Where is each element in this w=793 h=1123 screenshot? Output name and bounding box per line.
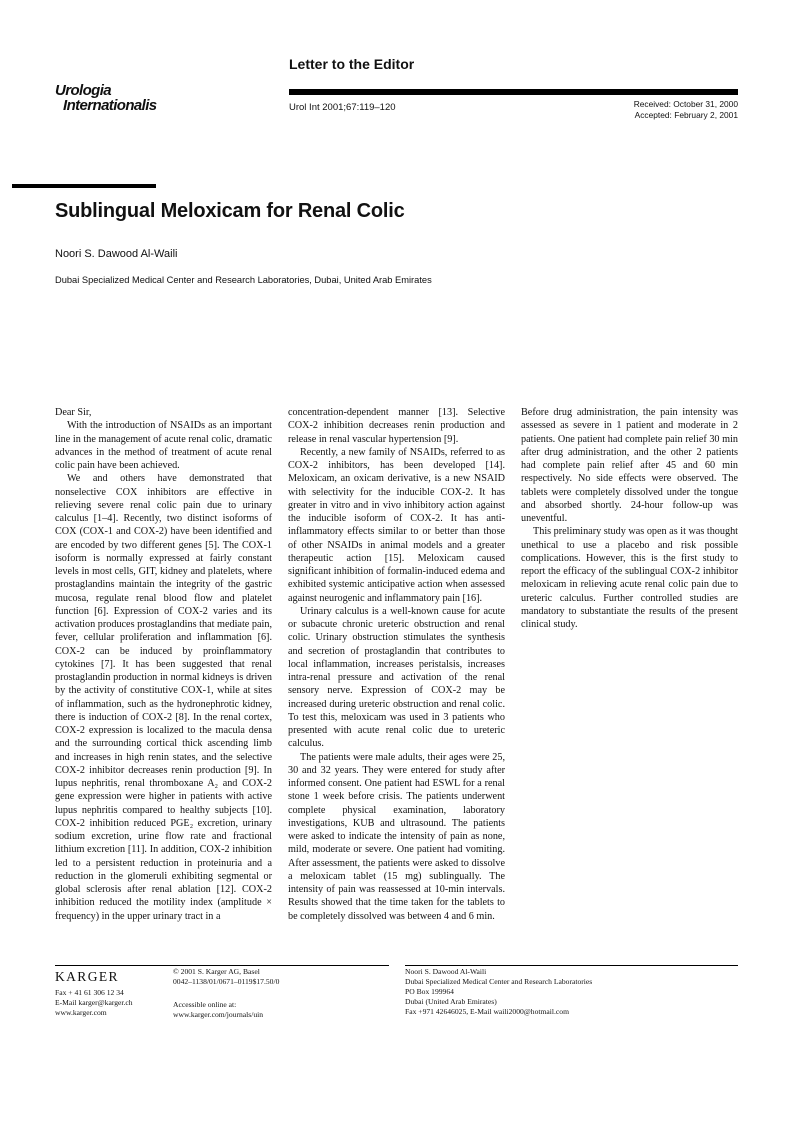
online-access bbox=[173, 1000, 263, 1020]
author-affiliation: Dubai Specialized Medical Center and Research Laboratories, Dubai, United Arab Emirates bbox=[55, 275, 432, 285]
online-url: www.karger.com/journals/uin bbox=[173, 1010, 264, 1019]
publisher-web: www.karger.com bbox=[55, 1008, 107, 1017]
publisher-fax: Fax + 41 61 306 12 34 bbox=[55, 988, 124, 997]
header-rule bbox=[289, 89, 738, 95]
address-city: Dubai (United Arab Emirates) bbox=[405, 997, 497, 1006]
copyright-block bbox=[173, 967, 279, 987]
paragraph-4: Urinary calculus is a well-known cause for acute or subacute chronic ureteric obstruction and renal colic. Urinary obstruction stimulates the synthesis and secretion of prostaglandin that contributes to local inflammation, increases peristalsis, increases intra-renal pressure and activation of the renal sensory nerve. Expression of COX-2 may be increased during ureteric obstruction and renal colic. To test this, meloxicam was used in 3 patients who presented with acute renal colic due to ureteric calculus. bbox=[288, 605, 505, 750]
paragraph-3: Recently, a new family of NSAIDs, referred to as COX-2 inhibitors, has been developed [14]. Meloxicam, an oxicam derivative, is a new NSAID with selectivity for the inducible COX-2. It has greater in vitro and in vivo inhibitory action against the inducible isoform of COX-2. It has anti-inflammatory effects similar to or better than those of other NSAIDs in animal models and a greater therapeutic action [15]. Meloxicam caused significant inhibition of formalin-induced edema and exhibited systemic anticipative action when assessed against neurogenic and inflammatory pain [16]. bbox=[288, 446, 505, 604]
address-po-box: PO Box 199964 bbox=[405, 987, 454, 996]
body-column-2 bbox=[288, 406, 505, 923]
correspondence-address bbox=[405, 967, 592, 1017]
body-column-3 bbox=[521, 406, 738, 631]
address-contact: Fax +971 42646025, E-Mail waili2000@hotmail.com bbox=[405, 1007, 569, 1016]
issn: 0042–1138/01/0671–0119$17.50/0 bbox=[173, 977, 280, 986]
citation: Urol Int 2001;67:119–120 bbox=[289, 102, 396, 113]
address-name: Noori S. Dawood Al-Waili bbox=[405, 967, 487, 976]
paragraph-2: We and others have demonstrated that nonselective COX inhibitors are effective in relieving severe renal colic pain due to urinary calculus [1–4]. Recently, two distinct isoforms of COX (COX-1 and COX-2) have been identified and are encoded by two different genes [5]. The COX-1 isoform is normally expressed at fairly constant levels in most cells, GIT, kidney and platelets, where prostaglandins maintain the integrity of the gastric mucosa, regulate renal blood flow and platelet function [6]. Expression of COX-2 varies and its activation produces prostaglandins that mediate pain, fever, cellular proliferation and inflammation [6]. COX-2 can be induced by proinflammatory cytokines [7]. It has been suggested that renal prostaglandin production in normal kidneys is driven by the activity of constitutive COX-1, while at sites of inflammation, such as the hydronephrotic kidney, there is induction of COX-2 [8]. In the renal cortex, COX-2 expression is localized to the macula densa and the surrounding cortical thick ascending limb and increases in high renin states, and the selective COX-2 inhibitor decreases renin production [9]. In lupus nephritis, renal thromboxane A₂ and COX-2 gene expression were higher in patients with active lupus nephritis compared to healthy subjects [10]. COX-2 inhibition reduced PGE₂ excretion, urinary sodium excretion, urine flow rate and fractional lithium excretion [11]. In addition, COX-2 inhibition led to a persistent reduction in proteinuria and a reduction in the glomeruli exhibiting segmental or global sclerosis after renal ablation [12]. COX-2 inhibition reduced the motility index (amplitude × frequency) in the upper urinary tract in a bbox=[55, 473, 272, 922]
author-name: Noori S. Dawood Al-Waili bbox=[55, 248, 178, 260]
paragraph-5-continued: Before drug administration, the pain intensity was assessed as severe in 1 patient and moderate in 2 patients. One patient had complete pain relief 30 min after drug administration, and the other 2 patients had complete pain relief after 45 and 60 min respectively. No side effects were observed. The tablets were completely dissolved under the tongue and absorbed shortly. 24-hour follow-up was uneventful. bbox=[521, 407, 738, 524]
salutation: Dear Sir, bbox=[55, 407, 92, 418]
paragraph-1: With the introduction of NSAIDs as an important line in the management of acute renal colic, dramatic advances in the method of treatment of acute renal colic pain have been achieved. bbox=[55, 420, 272, 471]
accepted-date: Accepted: February 2, 2001 bbox=[634, 109, 738, 120]
online-label: Accessible online at: bbox=[173, 1000, 237, 1009]
publisher-email: E-Mail karger@karger.ch bbox=[55, 998, 133, 1007]
received-date: Received: October 31, 2000 bbox=[633, 99, 738, 109]
paragraph-6: This preliminary study was open as it was thought unethical to use a placebo and risk possible complications. However, this is the first study to report the efficacy of the sublingual COX-2 inhibitor meloxicam in relieving acute renal colic pain due to ureteric calculus. Further controlled studies are mandatory to substantiate the results of the present clinical study. bbox=[521, 526, 738, 630]
copyright: © 2001 S. Karger AG, Basel bbox=[173, 967, 260, 976]
article-dates bbox=[634, 99, 738, 120]
body-column-1 bbox=[55, 406, 272, 923]
footer-rule-left bbox=[55, 965, 389, 966]
footer-rule-right bbox=[405, 965, 738, 966]
article-title: Sublingual Meloxicam for Renal Colic bbox=[55, 200, 405, 222]
publisher-logo: KARGER bbox=[55, 969, 119, 984]
paragraph-2-continued: concentration-dependent manner [13]. Selective COX-2 inhibition decreases renin production and release in renal vascular hypertension [9]. bbox=[288, 407, 505, 445]
title-rule bbox=[12, 184, 156, 188]
address-institution: Dubai Specialized Medical Center and Research Laboratories bbox=[405, 977, 593, 986]
publisher-contact bbox=[55, 988, 133, 1018]
logo-line-1: Urologia bbox=[55, 82, 112, 99]
journal-logo bbox=[55, 83, 175, 113]
paragraph-5: The patients were male adults, their ages were 25, 30 and 32 years. They were entered for study after informed consent. One patient had ESWL for a renal stone 1 week before crisis. The patients underwent complete physical examination, laboratory investigations, KUB and ultrasound. The patients were asked to indicate the intensity of pain as none, mild, moderate or severe. One patient had vomiting. After assessment, the patients were asked to dissolve a meloxicam tablet (15 mg) sublingually. The intensity of pain was reassessed at 10-min intervals. Results showed that the time taken for the tablets to be completely dissolved was between 4 and 6 min. bbox=[288, 751, 505, 922]
section-heading: Letter to the Editor bbox=[289, 56, 415, 72]
logo-line-2: Internationalis bbox=[63, 97, 157, 114]
